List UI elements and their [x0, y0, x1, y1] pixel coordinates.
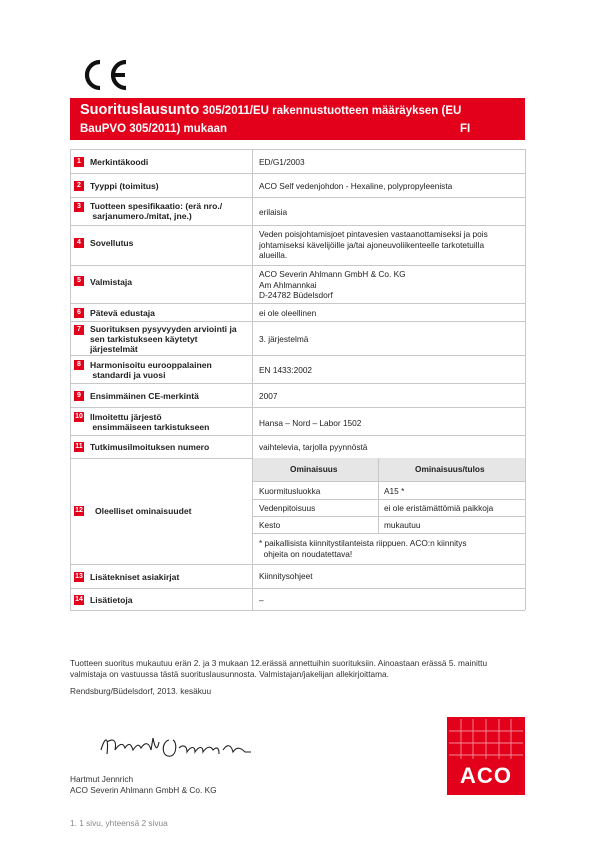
property-name: Vedenpitoisuus: [259, 503, 316, 513]
property-name: Kuormitusluokka: [259, 486, 321, 496]
row-number-badge: 4: [74, 238, 84, 248]
row-label: Tutkimusilmoituksen numero: [90, 442, 210, 452]
divider: [70, 610, 525, 611]
row-value: ei ole oleellinen: [259, 308, 317, 318]
title-banner: [70, 98, 525, 140]
divider: [378, 458, 379, 533]
table-row: [70, 173, 525, 198]
row-value: vaihtelevia, tarjolla pyynnöstä: [259, 442, 368, 452]
title-main: Suorituslausunto: [80, 102, 200, 118]
properties-col-header: Ominaisuus: [290, 464, 338, 474]
table-row: [70, 321, 525, 356]
row-value: 3. järjestelmä: [259, 334, 309, 344]
row-label: Valmistaja: [90, 277, 133, 287]
row-value: EN 1433:2002: [259, 365, 313, 375]
row-value: ED/G1/2003: [259, 157, 305, 167]
signer-name: Hartmut Jennrich: [70, 774, 134, 784]
property-name: Kesto: [259, 520, 281, 530]
aco-logo: [447, 717, 525, 795]
row-label: Ensimmäinen CE-merkintä: [90, 391, 199, 401]
language-code: FI: [460, 123, 471, 135]
property-result: ei ole eristämättömiä paikkoja: [384, 503, 494, 513]
properties-note: * paikallisista kiinnitystilanteista riippuen. ACO:n kiinnitys ohjeita on noudatettava!: [259, 538, 467, 559]
performance-statement: Tuotteen suoritus mukautuu erän 2. ja 3 mukaan 12.erässä annettuihin suorituksiin. Ainoastaan erässä 5. mainittu valmistaja on vastuussa tästä suorituslausunnosta. Valmistajan/jakelijan allekirjoittama.: [70, 658, 488, 679]
divider: [253, 533, 525, 534]
table-row: [70, 303, 525, 322]
row-number-badge: 2: [74, 181, 84, 191]
row-value: Kiinnitysohjeet: [259, 571, 313, 581]
row-value: Veden poisjohtamisjoet pintavesien vastaanottamiseksi ja pois johtamiseksi kävelijöille ja/tai ajoneuvoliikenteelle tarkotetuilla alueilla.: [259, 229, 488, 260]
table-row: [70, 407, 525, 436]
row-label: Ilmoitettu järjestö ensimmäiseen tarkistukseen: [90, 412, 210, 432]
divider: [253, 516, 525, 517]
divider: [253, 481, 525, 482]
title-line-2: BauPVO 305/2011) mukaan: [80, 123, 228, 135]
table-row: [70, 197, 525, 226]
row-number-badge: 7: [74, 325, 84, 335]
row-label: Lisätietoja: [90, 595, 133, 605]
row-label: Tuotteen spesifikaatio: (erä nro./ sarjanumero./mitat, jne.): [90, 201, 223, 221]
row-label: Merkintäkoodi: [90, 157, 149, 167]
row-number-badge: 14: [75, 596, 83, 603]
row-number-badge: 10: [75, 413, 83, 420]
row-label: Tyyppi (toimitus): [90, 181, 159, 191]
title-line-1: [80, 101, 461, 119]
aco-logo-text: ACO: [460, 763, 512, 788]
page-number: 1. 1 sivu, yhteensä 2 sivua: [70, 818, 168, 828]
row-number-badge: 1: [74, 157, 84, 167]
table-row: [70, 383, 525, 408]
row-number-badge: 5: [74, 276, 84, 286]
signature-image: [95, 728, 295, 768]
row-value: Hansa – Nord – Labor 1502: [259, 418, 362, 428]
row-label: Sovellutus: [90, 238, 134, 248]
row-label: Harmonisoitu eurooppalainen standardi ja vuosi: [90, 360, 212, 380]
table-row: [70, 265, 525, 304]
row-label: Lisätekniset asiakirjat: [90, 572, 180, 582]
table-row: [70, 355, 525, 384]
property-result: mukautuu: [384, 520, 421, 530]
table-row: [70, 435, 525, 459]
row-label: Pätevä edustaja: [90, 308, 155, 318]
signer-company: ACO Severin Ahlmann GmbH & Co. KG: [70, 785, 217, 795]
row-value: ACO Self vedenjohdon - Hexaline, polypropyleenista: [259, 181, 453, 191]
row-value: 2007: [259, 391, 278, 401]
row-label: Suorituksen pysyvyyden arviointi ja sen tarkistukseen käytetyt järjestelmät: [90, 324, 237, 354]
place-date: Rendsburg/Büdelsdorf, 2013. kesäkuu: [70, 686, 212, 696]
row-number-badge: 9: [74, 391, 84, 401]
table-row: [70, 149, 525, 174]
row-number-badge: 6: [74, 308, 84, 318]
properties-col-header: Ominaisuus/tulos: [415, 464, 485, 474]
row-value: erilaisia: [259, 207, 288, 217]
row-number-badge: 3: [74, 202, 84, 212]
property-result: A15 *: [384, 486, 405, 496]
row-value: –: [259, 595, 264, 605]
row-number-badge: 11: [75, 443, 83, 450]
row-value: ACO Severin Ahlmann GmbH & Co. KG Am Ahlmannkai D-24782 Büdelsdorf: [259, 269, 406, 300]
row-label: Oleelliset ominaisuudet: [95, 506, 192, 516]
row-number-badge: 13: [75, 573, 83, 580]
row-number-badge: 12: [75, 507, 83, 514]
table-row: [70, 225, 525, 266]
ce-mark-icon: [82, 58, 130, 92]
table-row: [70, 588, 525, 611]
table-row: [70, 564, 525, 589]
row-number-badge: 8: [74, 360, 84, 370]
divider: [253, 499, 525, 500]
title-rest: 305/2011/EU rakennustuotteen määräyksen (EU: [199, 105, 462, 117]
